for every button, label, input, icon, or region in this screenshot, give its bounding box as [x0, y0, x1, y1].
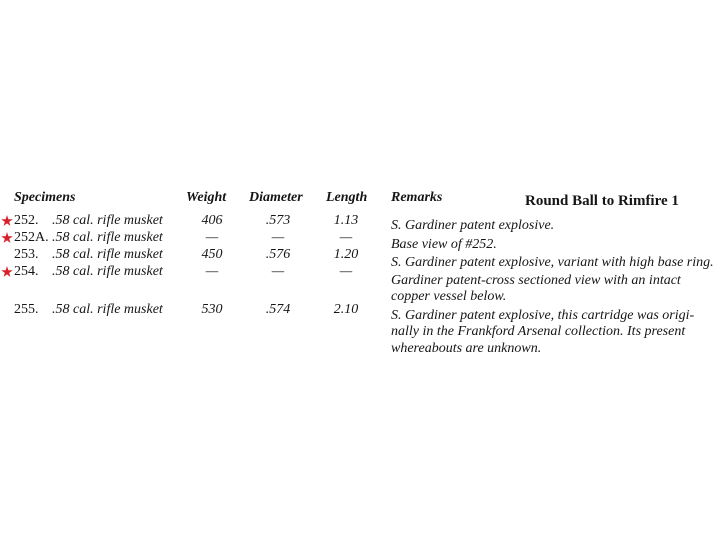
column-header-specimens: Specimens: [14, 190, 76, 205]
specimen-diameter: .574: [265, 302, 291, 317]
specimen-weight: —: [205, 230, 219, 245]
specimen-description: .58 cal. rifle musket: [52, 230, 163, 245]
red-star-icon: [1, 232, 13, 244]
remark-line: S. Gardiner patent explosive, this cartridge was origi-: [391, 307, 695, 323]
specimen-description: .58 cal. rifle musket: [52, 302, 163, 317]
specimen-weight: 406: [201, 213, 223, 228]
remark-line: S. Gardiner patent explosive.: [391, 218, 555, 233]
specimen-length: 2.10: [333, 302, 359, 317]
column-header-diameter: Diameter: [249, 190, 303, 205]
remark-line: Base view of #252.: [391, 236, 497, 252]
specimen-length: —: [339, 230, 353, 245]
specimen-description: .58 cal. rifle musket: [52, 264, 163, 279]
specimen-diameter: —: [271, 264, 285, 279]
specimen-weight: —: [205, 264, 219, 279]
page-heading: Round Ball to Rimfire 1: [525, 193, 679, 209]
specimen-number: 252.: [14, 213, 39, 228]
specimen-length: 1.20: [333, 247, 359, 262]
remark-line: copper vessel below.: [391, 289, 507, 304]
specimen-diameter: .576: [265, 247, 291, 262]
specimen-description: .58 cal. rifle musket: [52, 247, 163, 262]
specimen-length: —: [339, 264, 353, 279]
specimen-number: 253.: [14, 247, 39, 262]
remarks-column: [391, 218, 719, 357]
specimen-description: .58 cal. rifle musket: [52, 213, 163, 228]
specimen-number: 252A.: [14, 230, 49, 245]
column-header-weight: Weight: [186, 190, 227, 205]
column-header-remarks: Remarks: [391, 190, 443, 205]
column-header-length: Length: [326, 190, 368, 205]
red-star-icon: [1, 266, 13, 278]
specimen-number: 255.: [14, 302, 39, 317]
red-star-icon: [1, 215, 13, 227]
remark-line: whereabouts are unknown.: [391, 340, 542, 356]
specimen-length: 1.13: [333, 213, 359, 228]
specimen-weight: 450: [201, 247, 223, 262]
remark-line: nally in the Frankford Arsenal collection. Its present: [391, 324, 686, 339]
specimen-diameter: —: [271, 230, 285, 245]
specimen-weight: 530: [201, 302, 223, 317]
remark-line: Gardiner patent-cross sectioned view with an intact: [391, 272, 681, 288]
specimen-diameter: .573: [265, 213, 291, 228]
specimen-number: 254.: [14, 264, 39, 279]
remark-line: S. Gardiner patent explosive, variant with high base ring.: [391, 255, 714, 270]
